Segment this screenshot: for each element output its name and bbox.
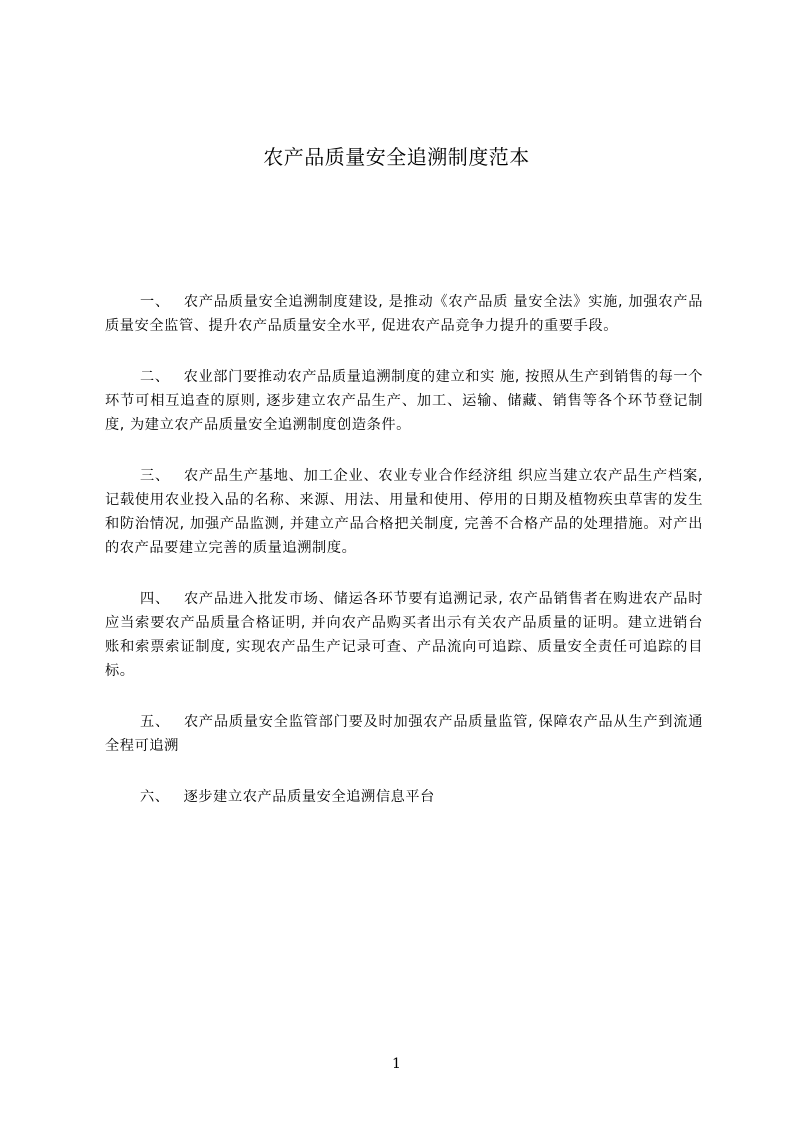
paragraph-text: 农产品生产基地、加工企业、农业专业合作经济组 织应当建立农产品生产档案, 记载使用农业投入品的名称、来源、用法、用量和使用、停用的日期及植物疾虫草害的发生和防治情况, 加强产品监测, 并建立产品合格把关制度, 完善不合格产品的处理措施。对产出的农产品要建立完善的质量追溯制度。	[105, 468, 704, 556]
document-body	[105, 290, 703, 809]
paragraph-text: 农产品质量安全追溯制度建设, 是推动《农产品质 量安全法》实施, 加强农产品质量安全监管、提升农产品质量安全水平, 促进农产品竞争力提升的重要手段。	[105, 294, 704, 334]
document-title: 农产品质量安全追溯制度范本	[263, 145, 530, 169]
paragraph-text: 农产品质量安全监管部门要及时加强农产品质量监管, 保障农产品从生产到流通全程可追溯	[105, 714, 703, 754]
paragraph-4	[105, 587, 703, 683]
paragraph-text: 逐步建立农产品质量安全追溯信息平台	[183, 789, 435, 805]
paragraph-3	[105, 464, 703, 560]
page-number: 1	[392, 1056, 401, 1072]
paragraph-2	[105, 365, 703, 437]
paragraph-text: 农产品进入批发市场、储运各环节要有追溯记录, 农产品销售者在购进农产品时应当索要农产品质量合格证明, 并向农产品购买者出示有关农产品质量的证明。建立进销台账和索票索证制度, 实现农产品生产记录可查、产品流向可追踪、质量安全责任可追踪的目标。	[105, 591, 703, 679]
paragraph-5	[105, 710, 703, 758]
paragraph-number: 六、	[140, 789, 170, 805]
paragraph-number: 四、	[140, 591, 170, 607]
paragraph-number: 五、	[140, 714, 170, 730]
paragraph-text: 农业部门要推动农产品质量追溯制度的建立和实 施, 按照从生产到销售的每一个环节可相互追查的原则, 逐步建立农产品生产、加工、运输、储藏、销售等各个环节登记制度, 为建立农产品质量安全追溯制度创造条件。	[105, 369, 704, 433]
paragraph-1	[105, 290, 703, 338]
paragraph-6	[105, 785, 703, 809]
paragraph-number: 一、	[140, 294, 170, 310]
paragraph-number: 三、	[140, 468, 170, 484]
paragraph-number: 二、	[140, 369, 170, 385]
